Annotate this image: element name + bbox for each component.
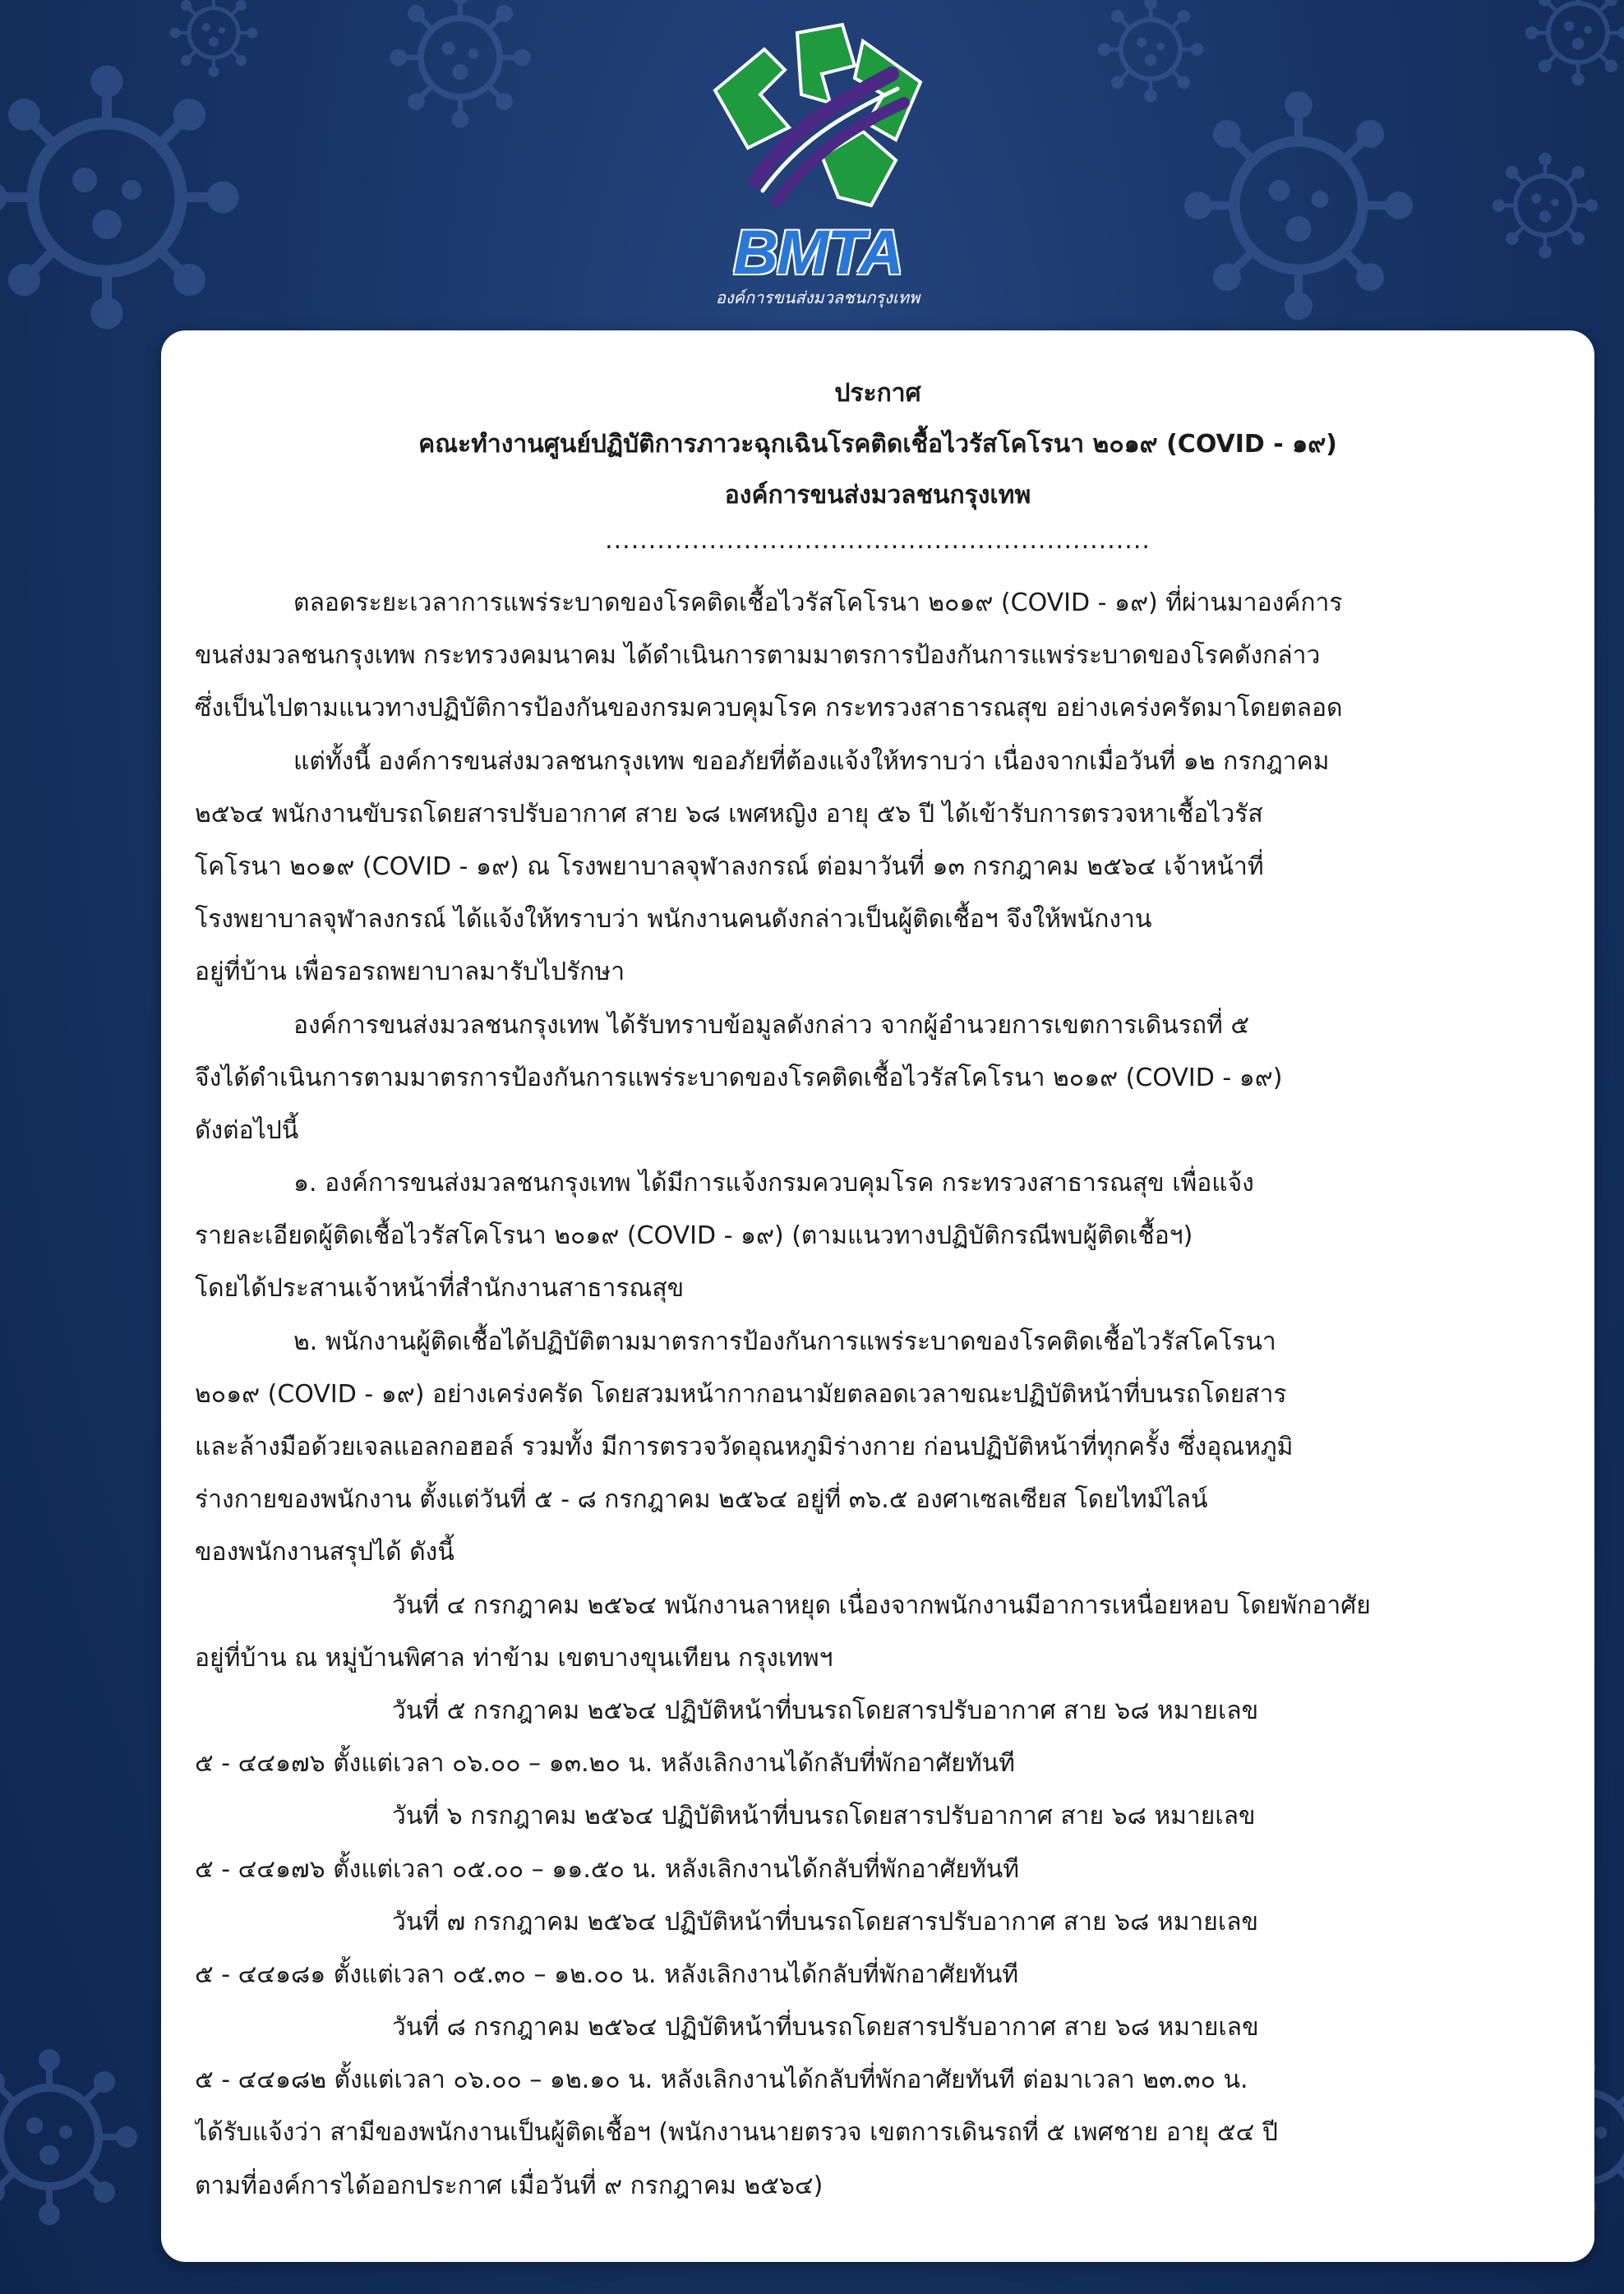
body-line: ๒๕๖๔ พนักงานขับรถโดยสารปรับอากาศ สาย ๖๘ เพศหญิง อายุ ๕๖ ปี ได้เข้ารับการตรวจหาเชื้อไวรัส (195, 799, 1263, 829)
body-line: องค์การขนส่งมวลชนกรุงเทพ ได้รับทราบข้อมูลดังกล่าว จากผู้อำนวยการเขตการเดินรถที่ ๕ (293, 1010, 1250, 1040)
body-line: ๑. องค์การขนส่งมวลชนกรุงเทพ ได้มีการแจ้งกรมควบคุมโรค กระทรวงสาธารณสุข เพื่อแจ้ง (293, 1169, 1254, 1198)
announcement-organization: องค์การขนส่งมวลชนกรุงเทพ (724, 481, 1031, 510)
logo-name: BMTA (733, 218, 902, 288)
body-line: แต่ทั้งนี้ องค์การขนส่งมวลชนกรุงเทพ ขออภัยที่ต้องแจ้งให้ทราบว่า เนื่องจากเมื่อวันที่ ๑๒ กรกฎาคม (293, 746, 1330, 776)
body-line: อยู่ที่บ้าน ณ หมู่บ้านพิศาล ท่าข้าม เขตบางขุนเทียน กรุงเทพฯ (195, 1643, 833, 1673)
body-line: วันที่ ๖ กรกฎาคม ๒๕๖๔ ปฏิบัติหน้าที่บนรถโดยสารปรับอากาศ สาย ๖๘ หมายเลข (392, 1802, 1256, 1831)
body-line: ๒. พนักงานผู้ติดเชื้อได้ปฏิบัติตามมาตรการป้องกันการแพร่ระบาดของโรคติดเชื้อไวรัสโคโรนา (293, 1327, 1276, 1356)
body-line: ได้รับแจ้งว่า สามีของพนักงานเป็นผู้ติดเชื้อฯ (พนักงานนายตรวจ เขตการเดินรถที่ ๕ เพศชาย อายุ ๕๔ ปี (195, 2118, 1278, 2148)
body-line: จึงได้ดำเนินการตามมาตรการป้องกันการแพร่ระบาดของโรคติดเชื้อไวรัสโคโรนา ๒๐๑๙ (COVID - ๑๙) (195, 1063, 1283, 1092)
body-line: โรงพยาบาลจุฬาลงกรณ์ ได้แจ้งให้ทราบว่า พนักงานคนดังกล่าวเป็นผู้ติดเชื้อฯ จึงให้พนักงาน (195, 905, 1152, 935)
bmta-logo (699, 16, 937, 312)
body-line: ของพนักงานสรุปได้ ดังนี้ (195, 1538, 454, 1567)
body-line: โดยได้ประสานเจ้าหน้าที่สำนักงานสาธารณสุข (195, 1274, 685, 1304)
body-line: ตามที่องค์การได้ออกประกาศ เมื่อวันที่ ๙ กรกฎาคม ๒๕๖๔) (195, 2171, 824, 2200)
body-line: วันที่ ๔ กรกฎาคม ๒๕๖๔ พนักงานลาหยุด เนื่องจากพนักงานมีอาการเหนื่อยหอบ โดยพักอาศัย (392, 1590, 1371, 1620)
body-line: รายละเอียดผู้ติดเชื้อไวรัสโคโรนา ๒๐๑๙ (COVID - ๑๙) (ตามแนวทางปฏิบัติกรณีพบผู้ติดเชื้อฯ) (195, 1221, 1193, 1251)
announcement-subheading: คณะทำงานศูนย์ปฏิบัติการภาวะฉุกเฉินโรคติดเชื้อไวรัสโคโรนา ๒๐๑๙ (COVID - ๑๙) (418, 430, 1337, 459)
announcement-header (161, 368, 1594, 557)
body-line: ๕ - ๔๔๑๗๖ ตั้งแต่เวลา ๐๖.๐๐ – ๑๓.๒๐ น. หลังเลิกงานได้กลับที่พักอาศัยทันที (195, 1749, 1015, 1779)
body-line: ๕ - ๔๔๑๘๑ ตั้งแต่เวลา ๐๕.๓๐ – ๑๒.๐๐ น. หลังเลิกงานได้กลับที่พักอาศัยทันที (195, 1959, 1019, 1989)
body-line: วันที่ ๘ กรกฎาคม ๒๕๖๔ ปฏิบัติหน้าที่บนรถโดยสารปรับอากาศ สาย ๖๘ หมายเลข (392, 2013, 1259, 2042)
body-line: ตลอดระยะเวลาการแพร่ระบาดของโรคติดเชื้อไวรัสโคโรนา ๒๐๑๙ (COVID - ๑๙) ที่ผ่านมาองค์การ (293, 589, 1343, 617)
body-line: อยู่ที่บ้าน เพื่อรอรถพยาบาลมารับไปรักษา (195, 958, 625, 987)
body-line: ซึ่งเป็นไปตามแนวทางปฏิบัติการป้องกันของกรมควบคุมโรค กระทรวงสาธารณสุข อย่างเคร่งครัดมาโดยตลอด (195, 694, 1343, 723)
body-line: ขนส่งมวลชนกรุงเทพ กระทรวงคมนาคม ได้ดำเนินการตามมาตรการป้องกันการแพร่ระบาดของโรคดังกล่าว (195, 641, 1321, 671)
body-line: และล้างมือด้วยเจลแอลกอฮอล์ รวมทั้ง มีการตรวจวัดอุณหภูมิร่างกาย ก่อนปฏิบัติหน้าที่ทุกครั้ง ซึ่งอุณหภูมิ (195, 1433, 1294, 1461)
announcement-card (161, 330, 1594, 2262)
announcement-heading: ประกาศ (834, 379, 921, 408)
bmta-logo-icon (699, 16, 937, 222)
body-line: ๕ - ๔๔๑๗๖ ตั้งแต่เวลา ๐๕.๐๐ – ๑๑.๕๐ น. หลังเลิกงานได้กลับที่พักอาศัยทันที (195, 1854, 1020, 1884)
logo-subtitle: องค์การขนส่งมวลชนกรุงเทพ (715, 288, 920, 307)
body-line: โคโรนา ๒๐๑๙ (COVID - ๑๙) ณ โรงพยาบาลจุฬาลงกรณ์ ต่อมาวันที่ ๑๓ กรกฎาคม ๒๕๖๔ เจ้าหน้าที่ (195, 852, 1264, 881)
header-divider: ............................................................... (605, 526, 1151, 555)
body-line: วันที่ ๗ กรกฎาคม ๒๕๖๔ ปฏิบัติหน้าที่บนรถโดยสารปรับอากาศ สาย ๖๘ หมายเลข (392, 1907, 1258, 1936)
announcement-body (195, 577, 1427, 2213)
body-line: ร่างกายของพนักงาน ตั้งแต่วันที่ ๕ - ๘ กรกฎาคม ๒๕๖๔ อยู่ที่ ๓๖.๕ องศาเซลเซียส โดยไทม์ไลน์ (195, 1485, 1208, 1515)
body-line: ดังต่อไปนี้ (195, 1115, 299, 1145)
body-line: วันที่ ๕ กรกฎาคม ๒๕๖๔ ปฏิบัติหน้าที่บนรถโดยสารปรับอากาศ สาย ๖๘ หมายเลข (392, 1696, 1259, 1725)
body-line: ๕ - ๔๔๑๘๒ ตั้งแต่เวลา ๐๖.๐๐ – ๑๒.๑๐ น. หลังเลิกงานได้กลับที่พักอาศัยทันที ต่อมาเวลา ๒๓.๓๐ น. (195, 2066, 1248, 2095)
body-line: ๒๐๑๙ (COVID - ๑๙) อย่างเคร่งครัด โดยสวมหน้ากากอนามัยตลอดเวลาขณะปฏิบัติหน้าที่บนรถโดยสาร (195, 1379, 1287, 1409)
